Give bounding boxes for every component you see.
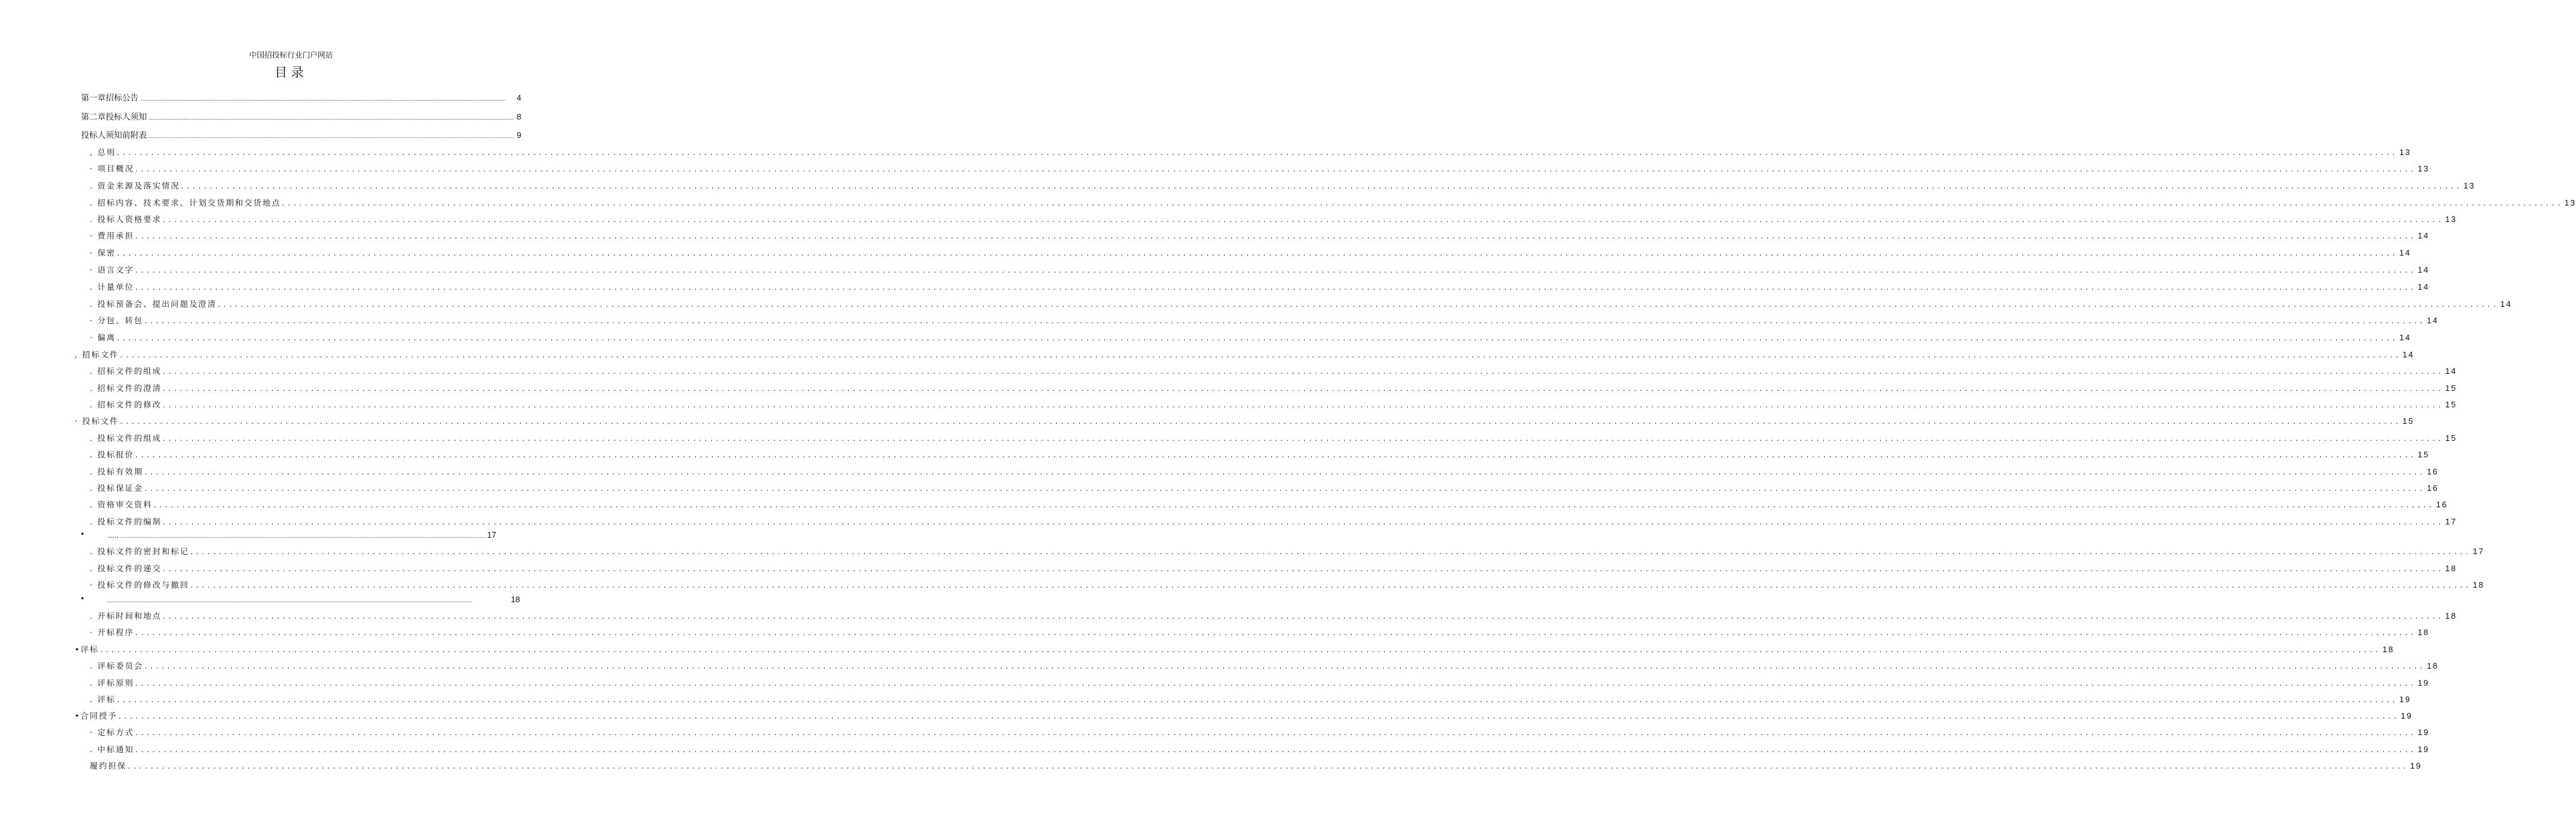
toc-entry-page: 14: [2417, 265, 2430, 275]
toc-entry-label: . 评标委员会: [90, 661, 144, 671]
toc-entry-page: 15: [2445, 383, 2457, 393]
toc-entry-page: 13: [2399, 147, 2412, 157]
toc-entry-label: . 招标文件的组成: [90, 366, 162, 376]
toc-entry-page: 19: [2417, 678, 2430, 688]
toc-entry-page: 14: [2399, 333, 2412, 342]
toc-entry[interactable]: [75, 710, 2413, 721]
toc-entry-page: 16: [2427, 483, 2439, 493]
toc-entry-page: 19: [2417, 745, 2430, 754]
toc-entry-label: . 投标预备会、提出问题及澄清: [90, 299, 217, 309]
toc-leader-dots: ................................................................................................................................................................................................................................................................................................................................................................................................................: [190, 547, 2472, 556]
toc-entry-page: 18: [2382, 645, 2394, 654]
toc-entry-page: 18: [2445, 611, 2457, 621]
toc-entry-page: 17: [2472, 547, 2485, 556]
toc-leader-dots: ................................................................................................................................................................................................................................................................................................................................................................................................................: [100, 645, 2382, 654]
toc-entry-label: .....: [108, 530, 120, 540]
toc-entry-label: . 资格审交资料: [90, 500, 152, 509]
toc-entry-page: 13: [2445, 214, 2457, 224]
toc-entry-label: . 投标有效期: [90, 467, 144, 476]
toc-entry-page: 8: [516, 112, 521, 121]
toc-leader-dots: ................................................................................................................................................................................................................................................................................................................................................................................................................: [163, 564, 2444, 573]
toc-entry[interactable]: [90, 498, 2448, 510]
toc-leader-dots: ................................................................................................................................................................................................................................................................................................................................................................................................................: [144, 467, 2426, 476]
toc-entry[interactable]: [90, 247, 2412, 258]
toc-leader-dots: ................................................................................................................................................................................................................................................................................................................................................................................................................: [135, 679, 2417, 688]
toc-entry-page: 19: [2401, 711, 2413, 721]
toc-leader-dots: ................................................................................................................................................................................................................................................................................................................................................................................................................: [135, 232, 2417, 240]
toc-entry[interactable]: [90, 365, 2457, 376]
toc-entry-label: . 投标报价: [90, 450, 134, 459]
toc-entry-label: . 开标时间和地点: [90, 611, 162, 621]
toc-entry[interactable]: [90, 230, 2430, 241]
toc-entry[interactable]: [90, 264, 2430, 275]
toc-entry-label: . 评标: [90, 695, 116, 704]
toc-entry[interactable]: [75, 643, 2394, 655]
toc-entry[interactable]: [90, 314, 2439, 326]
toc-entry-page: 14: [2500, 299, 2512, 309]
toc-entry[interactable]: [90, 516, 2457, 527]
toc-entry-page: 15: [2417, 450, 2430, 459]
toc-leader-dots: ................................................................................................................................................................................................................................................................................................................................................................................................................: [128, 762, 2409, 770]
toc-entry[interactable]: [90, 743, 2430, 755]
toc-entry[interactable]: [90, 298, 2512, 309]
toc-entry[interactable]: [90, 579, 2485, 590]
toc-leader-dots: ................................................................................................................................................................................................................................................................................................................................................................................................................: [148, 135, 514, 139]
toc-leader-dots: ................................................................................................................................................................................................................................................................................................................................................................................................................: [140, 97, 505, 102]
toc-entry-page: 18: [2472, 580, 2485, 590]
toc-leader-dots: ................................................................................................................................................................................................................................................................................................................................................................................................................: [282, 199, 2563, 207]
toc-leader-dots: ................................................................................................................................................................................................................................................................................................................................................................................................................: [218, 300, 2499, 309]
toc-entry-label: · 定标方式: [90, 727, 134, 737]
toc-entry-label: · 偏离: [90, 333, 116, 342]
toc-entry[interactable]: [90, 693, 2412, 705]
toc-entry-label: · 投标文件: [75, 416, 119, 426]
toc-entry-page: 15: [2445, 433, 2457, 443]
toc-entry[interactable]: [90, 180, 2475, 191]
toc-entry[interactable]: [108, 530, 497, 540]
toc-leader-dots: ................................................................................................................................................................................................................................................................................................................................................................................................................: [135, 728, 2417, 737]
toc-leader-dots: ................................................................................................................................................................................................................................................................................................................................................................................................................: [144, 484, 2426, 493]
toc-entry-label: . 招标内容、技术要求、计划交货期和交货地点: [90, 198, 281, 207]
toc-entry-label: 投标人须知前附表: [81, 130, 147, 140]
toc-entry-label: 履约担保: [90, 761, 127, 770]
toc-entry[interactable]: [90, 482, 2439, 493]
toc-entry[interactable]: [90, 562, 2457, 574]
toc-entry[interactable]: [90, 146, 2412, 158]
toc-leader-dots: ................................................................................................................................................................................................................................................................................................................................................................................................................: [135, 266, 2417, 275]
toc-entry[interactable]: [90, 466, 2439, 477]
toc-entry-label: · 费用承担: [90, 231, 134, 240]
toc-entry-page: 19: [2417, 727, 2430, 737]
toc-entry-page: 15: [2402, 416, 2415, 426]
toc-entry-label: 第一章招标公告: [81, 93, 139, 102]
toc-leader-dots: ................................................................................................................................................................................................................................................................................................................................................................................................................: [163, 384, 2444, 393]
toc-leader-dots: ................................................................................................................................................................................................................................................................................................................................................................................................................: [135, 745, 2417, 754]
toc-leader-dots: ................................................................................................................................................................................................................................................................................................................................................................................................................: [135, 628, 2417, 637]
toc-leader-dots: ................................................................................................................................................................................................................................................................................................................................................................................................................: [163, 517, 2444, 526]
toc-entry-label: . 投标文件的密封和标记: [90, 547, 189, 556]
toc-entry[interactable]: [90, 610, 2457, 621]
toc-entry-page: 16: [2436, 500, 2448, 509]
toc-leader-dots: ................................................................................................................................................................................................................................................................................................................................................................................................................: [163, 367, 2444, 376]
toc-entry[interactable]: [90, 432, 2457, 443]
toc-leader-dots: ................................................................................................................................................................................................................................................................................................................................................................................................................: [181, 182, 2463, 190]
toc-bullet: •: [81, 529, 84, 538]
toc-entry-page: 13: [2417, 164, 2430, 173]
toc-leader-dots: ................................................................................................................................................................................................................................................................................................................................................................................................................: [120, 535, 486, 539]
toc-leader-dots: ................................................................................................................................................................................................................................................................................................................................................................................................................: [116, 148, 2398, 157]
toc-entry[interactable]: [90, 760, 2422, 771]
toc-leader-dots: ................................................................................................................................................................................................................................................................................................................................................................................................................: [116, 249, 2398, 257]
toc-entry-label: · 投标文件的修改与撤回: [90, 580, 189, 590]
toc-entry-label: . 资金来源及落实情况: [90, 181, 180, 190]
toc-leader-dots: ................................................................................................................................................................................................................................................................................................................................................................................................................: [163, 400, 2444, 409]
toc-entry-label: . 投标保证金: [90, 483, 144, 493]
toc-entry-page: 9: [516, 130, 521, 140]
toc-entry[interactable]: [90, 197, 2576, 208]
toc-entry-label: . 评标原则: [90, 678, 134, 688]
toc-leader-dots: ................................................................................................................................................................................................................................................................................................................................................................................................................: [116, 695, 2398, 704]
page-title: 目录: [275, 65, 307, 80]
toc-leader-dots: ................................................................................................................................................................................................................................................................................................................................................................................................................: [118, 712, 2400, 721]
toc-entry-page: 19: [2410, 761, 2422, 770]
toc-entry-page: 18: [2427, 661, 2439, 671]
toc-entry[interactable]: [90, 660, 2439, 671]
toc-entry-page: 14: [2399, 248, 2412, 257]
toc-leader-dots: ................................................................................................................................................................................................................................................................................................................................................................................................................: [135, 283, 2417, 292]
toc-entry[interactable]: [90, 331, 2412, 343]
toc-entry[interactable]: [81, 110, 521, 122]
toc-entry-page: 18: [2417, 628, 2430, 637]
toc-entry[interactable]: [90, 382, 2457, 393]
toc-bullet: •: [81, 593, 84, 603]
toc-leader-dots: ................................................................................................................................................................................................................................................................................................................................................................................................................: [190, 581, 2472, 590]
toc-leader-dots: ................................................................................................................................................................................................................................................................................................................................................................................................................: [163, 612, 2444, 621]
toc-entry-label: · 分包、转包: [90, 316, 144, 325]
toc-entry-label: · 保密: [90, 248, 116, 257]
toc-entry[interactable]: [90, 281, 2430, 292]
toc-leader-dots: ................................................................................................................................................................................................................................................................................................................................................................................................................: [163, 434, 2444, 443]
toc-entry-label: . 招标文件的修改: [90, 400, 162, 409]
toc-entry-page: 15: [2445, 400, 2457, 409]
toc-entry-page: 13: [2564, 198, 2576, 207]
toc-entry[interactable]: [75, 349, 2415, 360]
toc-leader-dots: ................................................................................................................................................................................................................................................................................................................................................................................................................: [135, 450, 2417, 459]
toc-entry[interactable]: [81, 128, 521, 140]
toc-entry[interactable]: [75, 415, 2415, 426]
toc-entry-page: 14: [2417, 231, 2430, 240]
toc-leader-dots: ................................................................................................................................................................................................................................................................................................................................................................................................................: [148, 116, 514, 121]
toc-entry-label: . 投标文件的组成: [90, 433, 162, 443]
toc-entry-page: 13: [2463, 181, 2475, 190]
toc-entry-label: 第二章投标人须知: [81, 112, 147, 121]
toc-entry-label: •合同授予: [75, 711, 118, 721]
toc-entry-label: . 中标通知: [90, 745, 134, 754]
toc-entry-page: 19: [2399, 695, 2412, 704]
toc-entry-page: 18: [511, 595, 520, 604]
toc-entry[interactable]: [90, 545, 2485, 557]
toc-entry-label: . 招标文件的澄清: [90, 383, 162, 393]
toc-entry[interactable]: [90, 399, 2457, 410]
toc-entry[interactable]: [90, 677, 2430, 688]
toc-leader-dots: ................................................................................................................................................................................................................................................................................................................................................................................................................: [153, 500, 2435, 509]
toc-entry[interactable]: [90, 449, 2430, 460]
toc-entry[interactable]: [81, 91, 521, 103]
toc-entry-page: 14: [2427, 316, 2439, 325]
toc-entry-page: 17: [487, 530, 497, 540]
toc-entry-label: · 开标程序: [90, 628, 134, 637]
toc-entry[interactable]: [105, 595, 520, 604]
toc-leader-dots: ................................................................................................................................................................................................................................................................................................................................................................................................................: [135, 164, 2417, 173]
toc-entry-label: •评标: [75, 645, 99, 654]
toc-entry-label: , 总则: [90, 147, 116, 157]
toc-leader-dots: ................................................................................................................................................................................................................................................................................................................................................................................................................: [163, 215, 2444, 224]
toc-entry-label: · 语言文字: [90, 265, 134, 275]
toc-entry-page: 14: [2417, 282, 2430, 292]
site-header: 中国招投标行业门户网站: [249, 51, 333, 59]
toc-entry-page: 14: [2402, 350, 2415, 359]
toc-entry[interactable]: [90, 163, 2430, 174]
toc-leader-dots: ................................................................................................................................................................................................................................................................................................................................................................................................................: [106, 599, 472, 603]
toc-leader-dots: ................................................................................................................................................................................................................................................................................................................................................................................................................: [116, 333, 2398, 342]
toc-entry[interactable]: [90, 726, 2430, 738]
toc-entry-label: . 投标文件的递交: [90, 564, 162, 573]
toc-leader-dots: ................................................................................................................................................................................................................................................................................................................................................................................................................: [144, 316, 2426, 325]
toc-entry-label: , 招标文件: [75, 350, 119, 359]
toc-entry[interactable]: [90, 213, 2457, 225]
toc-entry-page: 17: [2445, 517, 2457, 526]
toc-entry-label: . 计量单位: [90, 282, 134, 292]
toc-leader-dots: ................................................................................................................................................................................................................................................................................................................................................................................................................: [120, 350, 2401, 359]
toc-entry-label: · 项目概况: [90, 164, 134, 173]
toc-leader-dots: ................................................................................................................................................................................................................................................................................................................................................................................................................: [144, 662, 2426, 671]
toc-leader-dots: ................................................................................................................................................................................................................................................................................................................................................................................................................: [120, 417, 2401, 426]
toc-entry[interactable]: [90, 626, 2430, 638]
toc-entry-label: . 投标人资格要求: [90, 214, 162, 224]
toc-entry-page: 18: [2445, 564, 2457, 573]
toc-entry-page: 4: [516, 93, 521, 102]
toc-entry-page: 14: [2445, 366, 2457, 376]
toc-entry-page: 16: [2427, 467, 2439, 476]
toc-entry-label: . 投标文件的编制: [90, 517, 162, 526]
